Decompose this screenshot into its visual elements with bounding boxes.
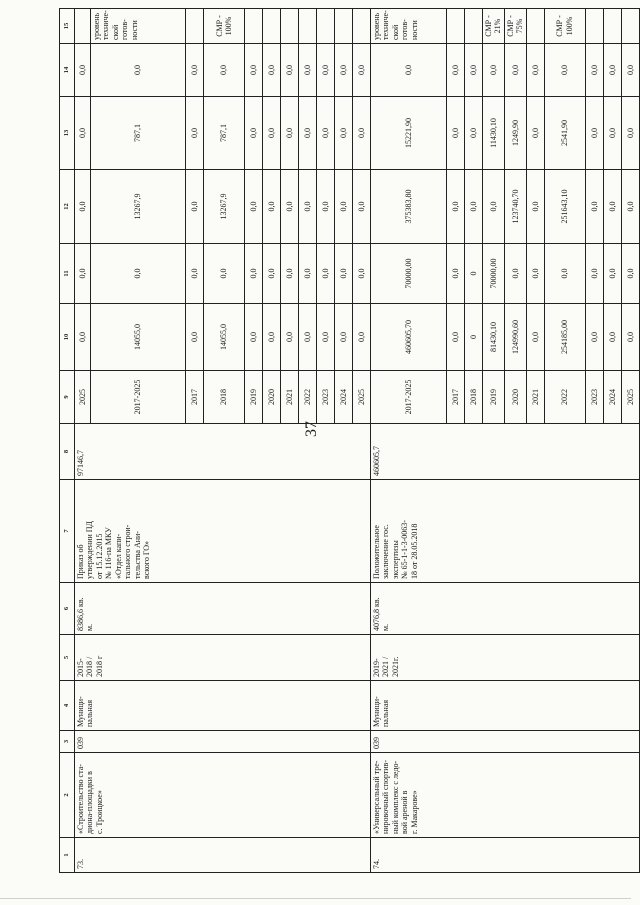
year-cell: 2024 [335,371,353,424]
amount-cell: 0,0 [621,304,639,371]
header-cell: 4 [60,681,75,731]
amount-cell: 0,0 [621,97,639,170]
document-cell: Приказ об утверждении ПД от 15.12.2015 № 116-па МКУ «Отдел капи- тального строи- тельства Ани- вского ГО» [75,480,371,583]
amount-cell: 0,0 [353,244,371,304]
estimated-cost-cell: 97146,7 [75,424,371,480]
year-cell: 2019 [245,371,263,424]
amount-cell: 0,0 [603,170,621,244]
amount-cell: 0,0 [621,244,639,304]
amount-cell: 0,0 [186,244,204,304]
ownership-cell: Муници- пальная [75,681,371,731]
amount-cell: 13267,9 [91,170,186,244]
amount-cell: 0,0 [353,304,371,371]
year-cell: 2021 [281,371,299,424]
year-cell: 2017-2025 [371,371,447,424]
amount-cell: 0,0 [263,304,281,371]
note-cell [353,9,371,44]
amount-cell: 14055,0 [204,304,245,371]
amount-cell: 0,0 [447,44,465,97]
amount-cell: 254185,00 [544,304,585,371]
amount-cell: 0,0 [335,304,353,371]
amount-cell: 11430,10 [483,97,505,170]
note-cell [263,9,281,44]
note-cell [75,9,91,44]
year-cell: 2017-2025 [91,371,186,424]
amount-cell: 0,0 [281,170,299,244]
amount-cell: 0,0 [504,44,526,97]
year-cell: 2018 [204,371,245,424]
amount-cell: 0,0 [447,97,465,170]
period-cell: 2019- 2021 / 2021г. [371,635,640,681]
amount-cell: 0,0 [544,44,585,97]
amount-cell: 15221,90 [371,97,447,170]
note-cell [299,9,317,44]
rotated-table-wrapper [59,9,635,873]
amount-cell: 70000,00 [371,244,447,304]
amount-cell: 1249,90 [504,97,526,170]
amount-cell: 0,0 [186,170,204,244]
amount-cell: 0,0 [317,44,335,97]
row-number-cell: 74. [371,838,640,873]
amount-cell: 0,0 [447,244,465,304]
amount-cell: 0,0 [465,97,483,170]
amount-cell: 0,0 [75,44,91,97]
note-cell [447,9,465,44]
note-cell [465,9,483,44]
amount-cell: 0,0 [335,97,353,170]
amount-cell: 0,0 [281,304,299,371]
header-cell: 11 [60,244,75,304]
amount-cell: 14055,0 [91,304,186,371]
project-name-cell: «Универсальный тре- нировочный спортив- ный комплекс с ледо- вой ареной в г. Макарове» [371,753,640,838]
amount-cell: 0,0 [371,44,447,97]
estimated-cost-cell: 460605,7 [371,424,640,480]
amount-cell: 0,0 [621,44,639,97]
amount-cell: 0,0 [465,170,483,244]
year-cell: 2019 [483,371,505,424]
amount-cell: 0,0 [299,170,317,244]
amount-cell: 0,0 [281,97,299,170]
amount-cell: 0,0 [447,304,465,371]
year-cell: 2024 [603,371,621,424]
amount-cell: 124990,60 [504,304,526,371]
amount-cell: 0,0 [585,44,603,97]
amount-cell: 0,0 [353,170,371,244]
year-cell: 2025 [353,371,371,424]
amount-cell: 0,0 [299,304,317,371]
ownership-cell: Муници- пальная [371,681,640,731]
investment-projects-table [59,8,640,873]
header-row [60,9,75,873]
code-cell: 039 [371,731,640,753]
year-cell: 2025 [75,371,91,424]
amount-cell: 0,0 [317,97,335,170]
page-number: 37 [303,421,320,437]
amount-cell: 0,0 [186,97,204,170]
capacity-cell: 4076,8 кв. м. [371,583,640,635]
amount-cell: 787,1 [204,97,245,170]
header-cell: 7 [60,480,75,583]
amount-cell: 0,0 [504,244,526,304]
amount-cell: 0,0 [603,97,621,170]
amount-cell: 0,0 [245,97,263,170]
note-cell [281,9,299,44]
amount-cell: 0,0 [526,44,544,97]
amount-cell: 0,0 [465,44,483,97]
note-cell: СМР - 21% [483,9,505,44]
amount-cell: 0,0 [335,44,353,97]
header-cell: 6 [60,583,75,635]
amount-cell: 13267,9 [204,170,245,244]
amount-cell: 2541,90 [544,97,585,170]
amount-cell: 0,0 [621,170,639,244]
amount-cell: 251643,10 [544,170,585,244]
note-cell: СМР - 100% [544,9,585,44]
amount-cell: 0,0 [353,44,371,97]
amount-cell: 0,0 [245,244,263,304]
row-number-cell: 73. [75,838,371,873]
year-cell: 2020 [263,371,281,424]
amount-cell: 0,0 [526,97,544,170]
amount-cell: 0,0 [204,244,245,304]
document-cell: Положительное заключение гос. экспертизы № 65-1-1-3-0063- 18 от 28.05.2018 [371,480,640,583]
amount-cell: 0,0 [335,244,353,304]
year-cell: 2025 [621,371,639,424]
note-cell [317,9,335,44]
amount-cell: 375383,80 [371,170,447,244]
year-cell: 2023 [585,371,603,424]
amount-cell: 0,0 [603,304,621,371]
amount-cell: 0,0 [245,304,263,371]
amount-cell: 0,0 [281,244,299,304]
amount-cell: 0,0 [75,97,91,170]
amount-cell: 0,0 [299,97,317,170]
amount-cell: 70000,00 [483,244,505,304]
header-cell: 9 [60,371,75,424]
amount-cell: 0 [465,304,483,371]
amount-cell: 123740,70 [504,170,526,244]
note-cell [245,9,263,44]
header-cell: 5 [60,635,75,681]
note-cell: уровень техниче- ской готов- ности [371,9,447,44]
amount-cell: 0,0 [263,170,281,244]
amount-cell: 0,0 [245,44,263,97]
amount-cell: 0,0 [585,244,603,304]
note-cell: СМР - 75% [504,9,526,44]
amount-cell: 0,0 [245,170,263,244]
amount-cell: 0 [465,244,483,304]
note-cell [186,9,204,44]
header-cell: 13 [60,97,75,170]
amount-cell: 0,0 [483,170,505,244]
table-row [371,9,447,873]
amount-cell: 0,0 [483,44,505,97]
amount-cell: 0,0 [186,304,204,371]
amount-cell: 0,0 [585,97,603,170]
capacity-cell: 8386,6 кв. м. [75,583,371,635]
year-cell: 2017 [447,371,465,424]
amount-cell: 0,0 [544,244,585,304]
year-cell: 2022 [544,371,585,424]
note-cell: уровень техниче- ской готов- ности [91,9,186,44]
amount-cell: 0,0 [263,97,281,170]
amount-cell: 0,0 [75,304,91,371]
header-cell: 2 [60,753,75,838]
header-cell: 3 [60,731,75,753]
year-cell: 2022 [299,371,317,424]
amount-cell: 0,0 [603,44,621,97]
amount-cell: 0,0 [263,44,281,97]
note-cell: СМР - 100% [204,9,245,44]
amount-cell: 0,0 [299,44,317,97]
amount-cell: 0,0 [186,44,204,97]
note-cell [526,9,544,44]
header-cell: 14 [60,44,75,97]
amount-cell: 0,0 [447,170,465,244]
amount-cell: 0,0 [204,44,245,97]
amount-cell: 787,1 [91,97,186,170]
amount-cell: 0,0 [603,244,621,304]
header-cell: 10 [60,304,75,371]
header-cell: 1 [60,838,75,873]
amount-cell: 0,0 [526,304,544,371]
amount-cell: 0,0 [75,244,91,304]
amount-cell: 81430,10 [483,304,505,371]
amount-cell: 0,0 [91,244,186,304]
period-cell: 2015- 2018 / 2018 г [75,635,371,681]
amount-cell: 0,0 [317,244,335,304]
amount-cell: 0,0 [263,244,281,304]
header-cell: 15 [60,9,75,44]
note-cell [603,9,621,44]
amount-cell: 0,0 [353,97,371,170]
table-row [75,9,91,873]
year-cell: 2020 [504,371,526,424]
amount-cell: 0,0 [299,244,317,304]
header-cell: 8 [60,424,75,480]
header-cell: 12 [60,170,75,244]
amount-cell: 0,0 [317,304,335,371]
year-cell: 2021 [526,371,544,424]
amount-cell: 0,0 [317,170,335,244]
note-cell [335,9,353,44]
amount-cell: 0,0 [335,170,353,244]
project-name-cell: «Строительство ста- диона-площадки в с. Троицкое» [75,753,371,838]
year-cell: 2023 [317,371,335,424]
amount-cell: 0,0 [585,170,603,244]
amount-cell: 0,0 [91,44,186,97]
amount-cell: 460605,70 [371,304,447,371]
amount-cell: 0,0 [526,170,544,244]
amount-cell: 0,0 [75,170,91,244]
amount-cell: 0,0 [585,304,603,371]
year-cell: 2017 [186,371,204,424]
amount-cell: 0,0 [526,244,544,304]
note-cell [621,9,639,44]
code-cell: 039 [75,731,371,753]
year-cell: 2018 [465,371,483,424]
amount-cell: 0,0 [281,44,299,97]
note-cell [585,9,603,44]
